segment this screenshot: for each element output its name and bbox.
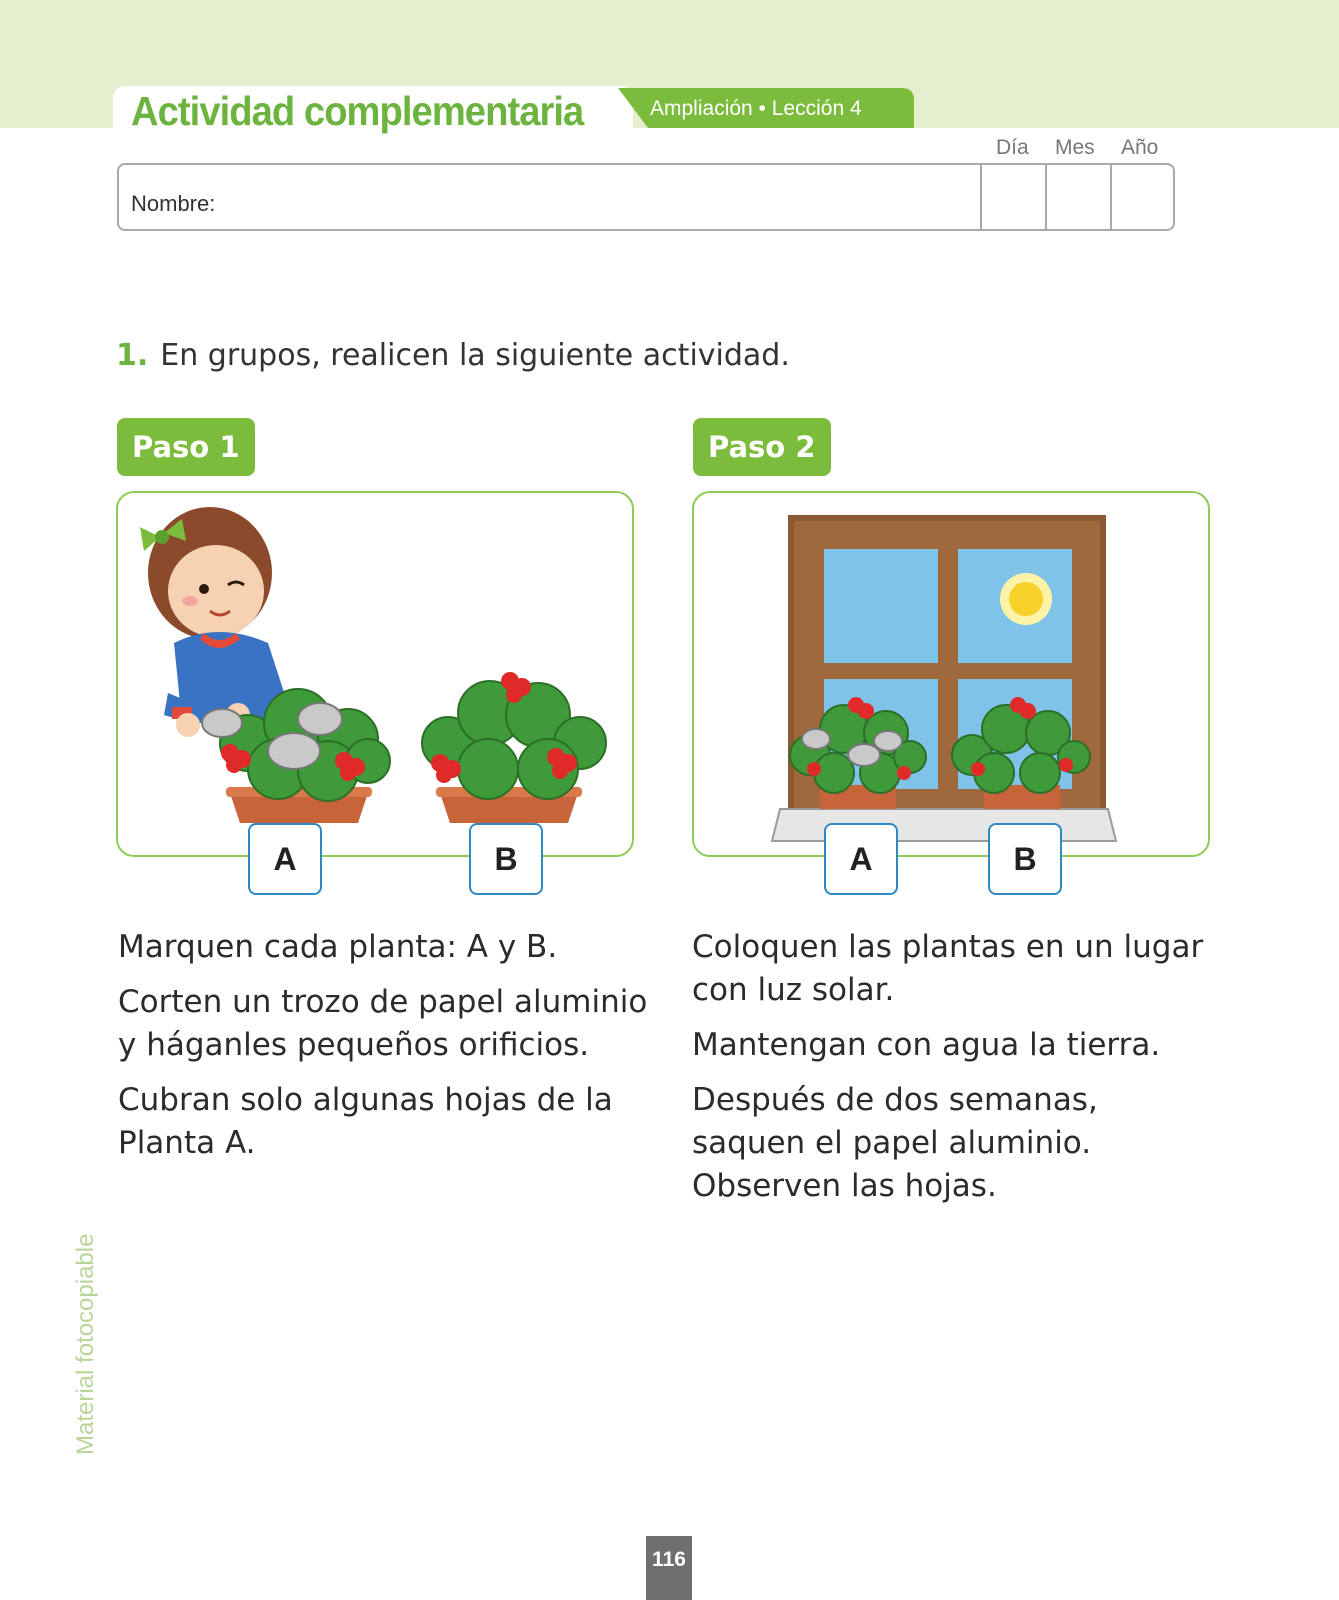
date-label-year: Año (1121, 136, 1159, 159)
name-field[interactable] (117, 163, 1175, 231)
step-2-label-b: B (988, 823, 1062, 895)
step-1-instructions (118, 926, 658, 1177)
day-field[interactable] (980, 165, 982, 229)
activity-number: 1. (116, 338, 149, 373)
lesson-label: Ampliación • Lección 4 (650, 97, 862, 120)
girl-with-plants-illustration (118, 493, 632, 855)
step-2-label-a: A (824, 823, 898, 895)
year-field[interactable] (1110, 165, 1112, 229)
month-field[interactable] (1045, 165, 1047, 229)
date-label-day: Día (996, 136, 1029, 159)
window-with-plants-illustration (694, 493, 1208, 855)
side-watermark: Material fotocopiable (72, 1233, 99, 1455)
step-1-label-a: A (248, 823, 322, 895)
step-1-line-3: Cubran solo algunas hojas de la Planta A. (118, 1082, 613, 1161)
step-2-line-2: Mantengan con agua la tierra. (692, 1027, 1161, 1063)
date-label-month: Mes (1055, 136, 1095, 159)
page-title: Actividad complementaria (131, 88, 584, 134)
step-2-badge: Paso 2 (693, 418, 831, 476)
step-2-line-1: Coloquen las plantas en un lugar con luz solar. (692, 929, 1204, 1008)
activity-instruction (116, 338, 790, 373)
step-1-line-2: Corten un trozo de papel aluminio y háganles pequeños orificios. (118, 984, 648, 1063)
name-label: Nombre: (131, 191, 216, 216)
activity-text: En grupos, realicen la siguiente actividad. (160, 338, 790, 373)
page-number: 116 (646, 1536, 692, 1600)
step-1-line-1: Marquen cada planta: A y B. (118, 929, 558, 965)
step-2-line-3: Después de dos semanas, saquen el papel aluminio. Observen las hojas. (692, 1082, 1098, 1204)
step-2-instructions (692, 926, 1212, 1220)
step-1-label-b: B (469, 823, 543, 895)
step-1-badge: Paso 1 (117, 418, 255, 476)
